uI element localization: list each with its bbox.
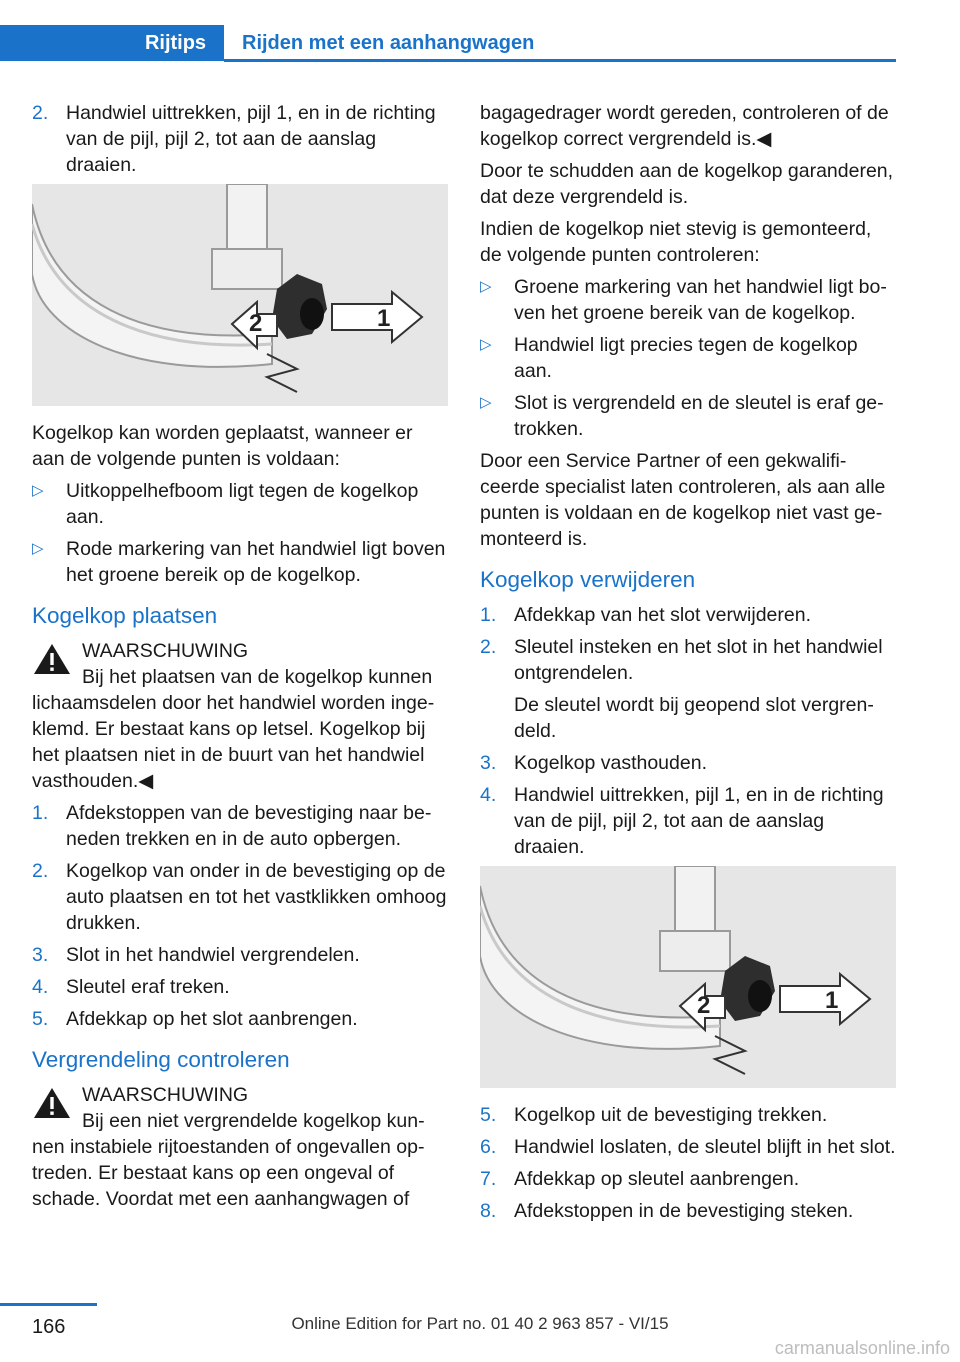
list-item bbox=[480, 782, 896, 860]
list-item bbox=[480, 1198, 896, 1224]
bullet-text: Handwiel ligt precies tegen de kogelkop aan. bbox=[514, 334, 858, 382]
paragraph: Door een Service Partner of een gekwalificeerde specialist laten controleren, als aan alle punten is voldaan en de kogelkop niet vast gemonteerd is. bbox=[480, 450, 886, 550]
list-item bbox=[480, 1102, 896, 1128]
step-list bbox=[480, 1102, 896, 1224]
warning-triangle-icon bbox=[32, 642, 72, 676]
step-number: 2. bbox=[32, 102, 49, 124]
page-number: 166 bbox=[32, 1316, 66, 1338]
step-number: 8. bbox=[480, 1200, 497, 1222]
step-number: 6. bbox=[480, 1136, 497, 1158]
header-title: Rijden met een aanhangwagen bbox=[242, 32, 535, 54]
step-number: 2. bbox=[32, 860, 49, 882]
step-list bbox=[32, 800, 448, 1032]
step-text bbox=[514, 634, 896, 744]
step-text: Afdekstoppen van de bevestiging naar beneden trekken en in de auto opbergen. bbox=[66, 802, 432, 850]
edition-text: Online Edition for Part no. 01 40 2 963 857 - VI/15 bbox=[291, 1314, 669, 1333]
list-item bbox=[32, 478, 448, 530]
list-item bbox=[32, 974, 448, 1000]
step-number: 2. bbox=[480, 636, 497, 658]
list-item bbox=[480, 1166, 896, 1192]
arrow-label-1: 1 bbox=[825, 987, 839, 1014]
tow-hitch-drawing bbox=[32, 184, 448, 406]
step-number: 7. bbox=[480, 1168, 497, 1190]
header-rule bbox=[224, 59, 896, 62]
list-item bbox=[480, 274, 896, 326]
list-item bbox=[32, 1006, 448, 1032]
list-item bbox=[480, 332, 896, 384]
arrow-label-1: 1 bbox=[377, 305, 391, 332]
bullet-text: Groene markering van het handwiel ligt boven het groene bereik van de kogelkop. bbox=[514, 276, 887, 324]
list-item bbox=[480, 602, 896, 628]
step-number: 4. bbox=[480, 784, 497, 806]
paragraph: Door te schudden aan de kogelkop garanderen, dat deze vergrendeld is. bbox=[480, 160, 894, 208]
warning-block bbox=[32, 638, 448, 794]
triangle-right-icon: ▷ bbox=[32, 482, 44, 499]
watermark: carmanualsonline.info bbox=[774, 1338, 950, 1358]
list-item bbox=[32, 800, 448, 852]
continuation-text: bagagedrager wordt gereden, controleren of de kogelkop correct vergrendeld is.◀ bbox=[480, 102, 889, 150]
step-note: De sleutel wordt bij geopend slot vergrendeld. bbox=[514, 694, 874, 742]
step-text: Handwiel uittrekken, pijl 1, en in de richting van de pijl, pijl 2, tot aan de aanslag draaien. bbox=[66, 102, 436, 176]
section-heading: Kogelkop verwijderen bbox=[480, 567, 696, 592]
step-text: Afdekkap van het slot verwijderen. bbox=[514, 604, 811, 626]
footer-rule bbox=[0, 1303, 97, 1306]
list-item bbox=[480, 750, 896, 776]
step-number: 4. bbox=[32, 976, 49, 998]
triangle-right-icon: ▷ bbox=[32, 540, 44, 557]
bullet-text: Slot is vergrendeld en de sleutel is eraf getrokken. bbox=[514, 392, 884, 440]
step-number: 5. bbox=[480, 1104, 497, 1126]
list-item bbox=[480, 390, 896, 442]
step-text: Afdekstoppen in de bevestiging steken. bbox=[514, 1200, 854, 1222]
triangle-right-icon: ▷ bbox=[480, 336, 492, 353]
step-text: Kogelkop vasthouden. bbox=[514, 752, 707, 774]
warning-triangle-icon bbox=[32, 1086, 72, 1120]
step-text: Handwiel loslaten, de sleutel blijft in het slot. bbox=[514, 1136, 896, 1158]
step-number: 3. bbox=[32, 944, 49, 966]
bullet-text: Uitkoppelhefboom ligt tegen de kogelkop aan. bbox=[66, 480, 419, 528]
coupling-illustration bbox=[480, 866, 896, 1088]
step-main-text: Sleutel insteken en het slot in het handwiel ontgrendelen. bbox=[514, 636, 883, 684]
right-column bbox=[480, 100, 896, 1230]
left-column bbox=[32, 100, 448, 1218]
warning-block bbox=[32, 1082, 448, 1212]
list-item bbox=[480, 1134, 896, 1160]
check-list bbox=[480, 274, 896, 442]
section-heading: Kogelkop plaatsen bbox=[32, 603, 218, 628]
warning-title: WAARSCHUWING bbox=[82, 640, 249, 662]
step-list bbox=[480, 602, 896, 860]
list-item bbox=[32, 536, 448, 588]
warning-text: Bij het plaatsen van de kogelkop kunnen lichaamsdelen door het handwiel worden ingeklemd. Er bestaat kans op letsel. Kogelkop bij het plaatsen niet in de buurt van het handwiel vasthouden.◀ bbox=[32, 666, 435, 792]
condition-list bbox=[32, 478, 448, 588]
step-text: Sleutel eraf treken. bbox=[66, 976, 230, 998]
list-item bbox=[480, 634, 896, 744]
step-number: 1. bbox=[480, 604, 497, 626]
step-number: 1. bbox=[32, 802, 49, 824]
triangle-right-icon: ▷ bbox=[480, 394, 492, 411]
step-text: Handwiel uittrekken, pijl 1, en in de richting van de pijl, pijl 2, tot aan de aanslag draaien. bbox=[514, 784, 884, 858]
paragraph: Indien de kogelkop niet stevig is gemonteerd, de volgende punten controleren: bbox=[480, 218, 872, 266]
step-text: Afdekkap op sleutel aanbrengen. bbox=[514, 1168, 800, 1190]
tow-hitch-drawing bbox=[480, 866, 896, 1088]
bullet-text: Rode markering van het handwiel ligt boven het groene bereik op de kogelkop. bbox=[66, 538, 446, 586]
header-bar bbox=[0, 25, 127, 61]
list-item bbox=[32, 942, 448, 968]
page-header bbox=[0, 0, 896, 62]
arrow-label-2: 2 bbox=[697, 992, 711, 1019]
intro-text: Kogelkop kan worden geplaatst, wanneer er aan de volgende punten is voldaan: bbox=[32, 422, 413, 470]
step-text: Kogelkop uit de bevestiging trekken. bbox=[514, 1104, 828, 1126]
triangle-right-icon: ▷ bbox=[480, 278, 492, 295]
step-text: Kogelkop van onder in de bevestiging op de auto plaatsen en tot het vastklikken omhoog drukken. bbox=[66, 860, 447, 934]
step-text: Slot in het handwiel vergrendelen. bbox=[66, 944, 360, 966]
list-item bbox=[32, 858, 448, 936]
step-text: Afdekkap op het slot aanbrengen. bbox=[66, 1008, 358, 1030]
step-number: 5. bbox=[32, 1008, 49, 1030]
warning-text: Bij een niet vergrendelde kogelkop kunnen instabiele rijtoestanden of ongevallen optreden. Er bestaat kans op een ongeval of schade. Voordat met een aanhangwagen of bbox=[32, 1110, 425, 1210]
section-heading: Vergrendeling controleren bbox=[32, 1047, 290, 1072]
header-section: Rijtips bbox=[127, 25, 224, 61]
step-number: 3. bbox=[480, 752, 497, 774]
arrow-label-2: 2 bbox=[249, 310, 263, 337]
coupling-illustration bbox=[32, 184, 448, 406]
list-item bbox=[32, 100, 448, 178]
warning-title: WAARSCHUWING bbox=[82, 1084, 249, 1106]
